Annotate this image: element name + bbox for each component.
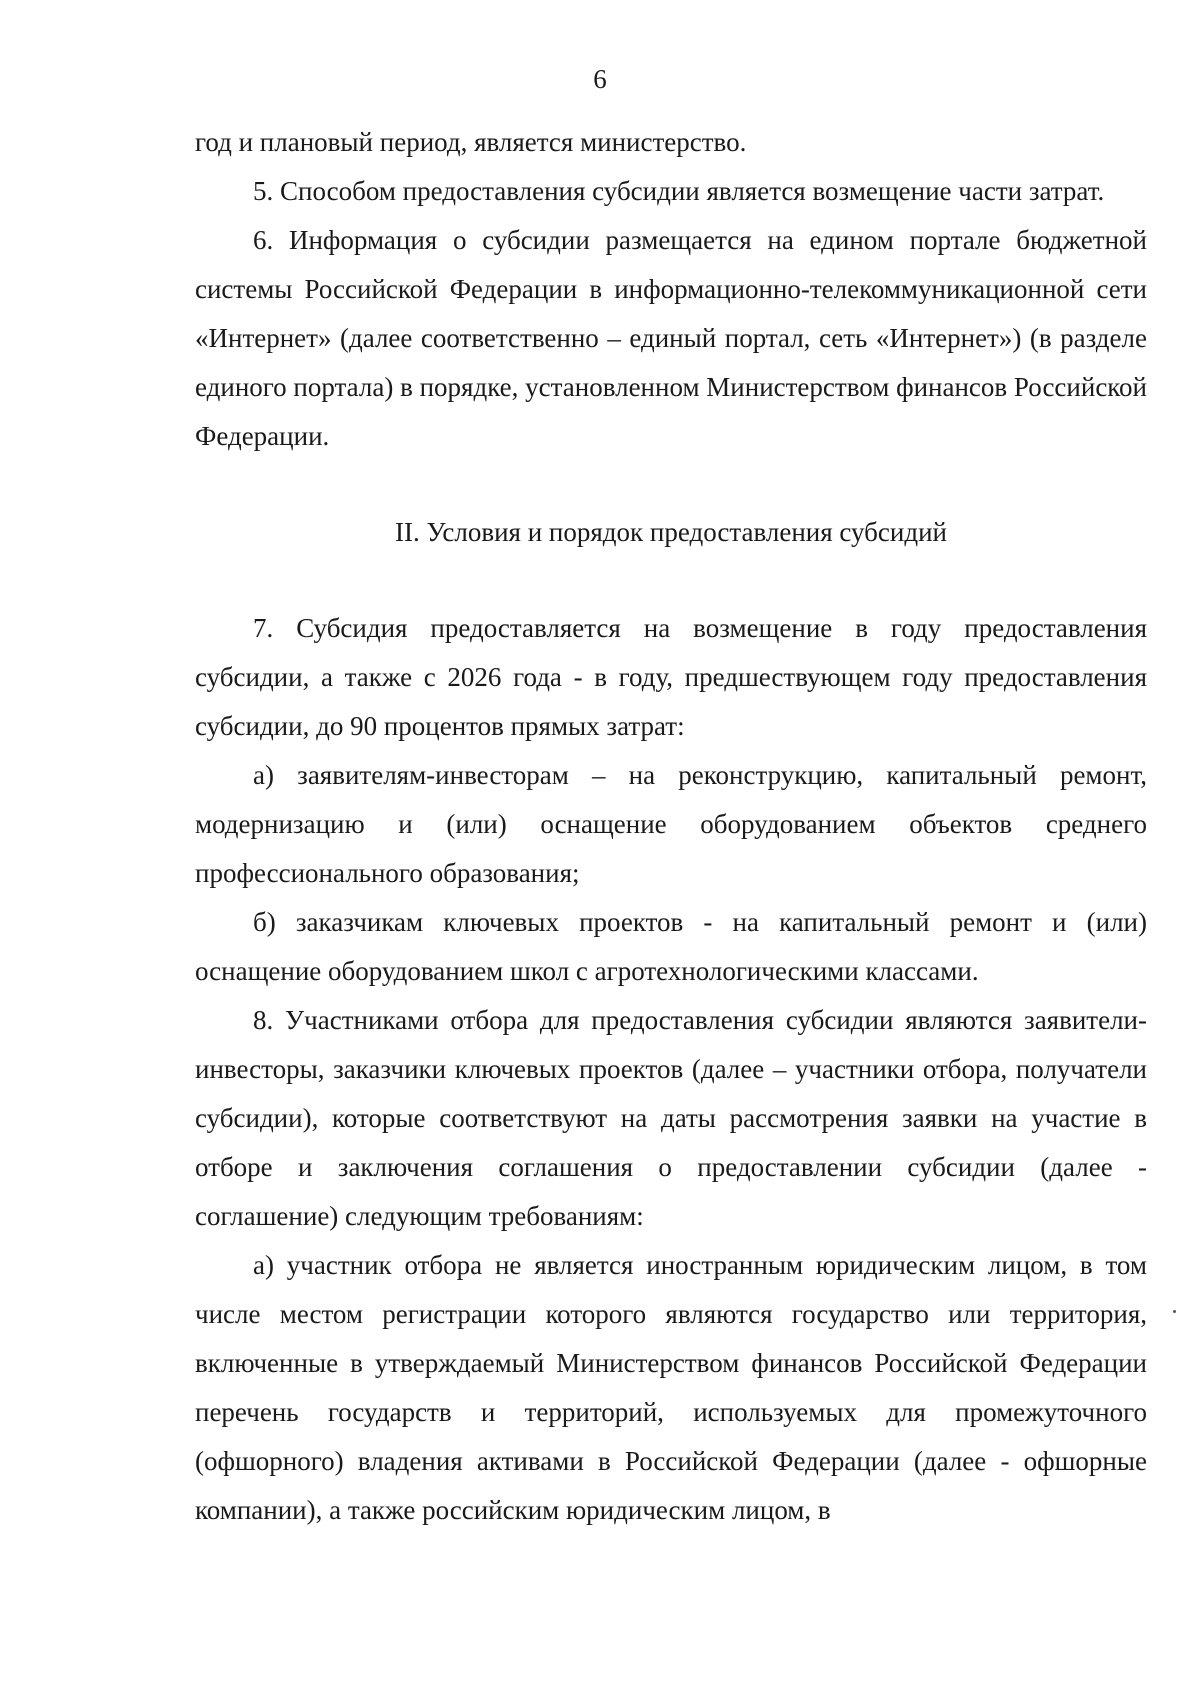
paragraph-8: 8. Участниками отбора для предоставления субсидии являются заявители-инвесторы, заказчики ключевых проектов (далее – участники отбора, получатели субсидии), которые соответствуют на даты рассмотрения заявки на участие в отборе и заключения соглашения о предоставлении субсидии (далее - соглашение) следующим требованиям: (195, 1005, 1147, 1231)
paragraph-5: 5. Способом предоставления субсидии является возмещение части затрат. (253, 176, 1105, 206)
document-body (195, 118, 1147, 1535)
paragraph-7: 7. Субсидия предоставляется на возмещение в году предоставления субсидии, а также с 2026 года - в году, предшествующем году предоставления субсидии, до 90 процентов прямых затрат: (195, 613, 1147, 741)
section-heading: II. Условия и порядок предоставления субсидий (395, 517, 947, 547)
paragraph-6: 6. Информация о субсидии размещается на едином портале бюджетной системы Российской Федерации в информационно-телекоммуникационной сети «Интернет» (далее соответственно – единый портал, сеть «Интернет») (в разделе единого портала) в порядке, установленном Министерством финансов Российской Федерации. (195, 225, 1147, 451)
paragraph-7-a: а) заявителям-инвесторам – на реконструкцию, капитальный ремонт, модернизацию и (или) оснащение оборудованием объектов среднего профессионального образования; (195, 760, 1147, 888)
paragraph-8-a: а) участник отбора не является иностранным юридическим лицом, в том числе местом регистрации которого являются государство или территория, включенные в утверждаемый Министерством финансов Российской Федерации перечень государств и территорий, используемых для промежуточного (офшорного) владения активами в Российской Федерации (далее - офшорные компании), а также российским юридическим лицом, в (195, 1250, 1147, 1525)
scan-artifact-dot (1173, 1310, 1176, 1313)
paragraph-7-b: б) заказчикам ключевых проектов - на капитальный ремонт и (или) оснащение оборудованием школ с агротехнологическими классами. (195, 907, 1147, 986)
page-number: 6 (593, 64, 607, 94)
paragraph-continuation: год и плановый период, является министерство. (195, 127, 747, 157)
